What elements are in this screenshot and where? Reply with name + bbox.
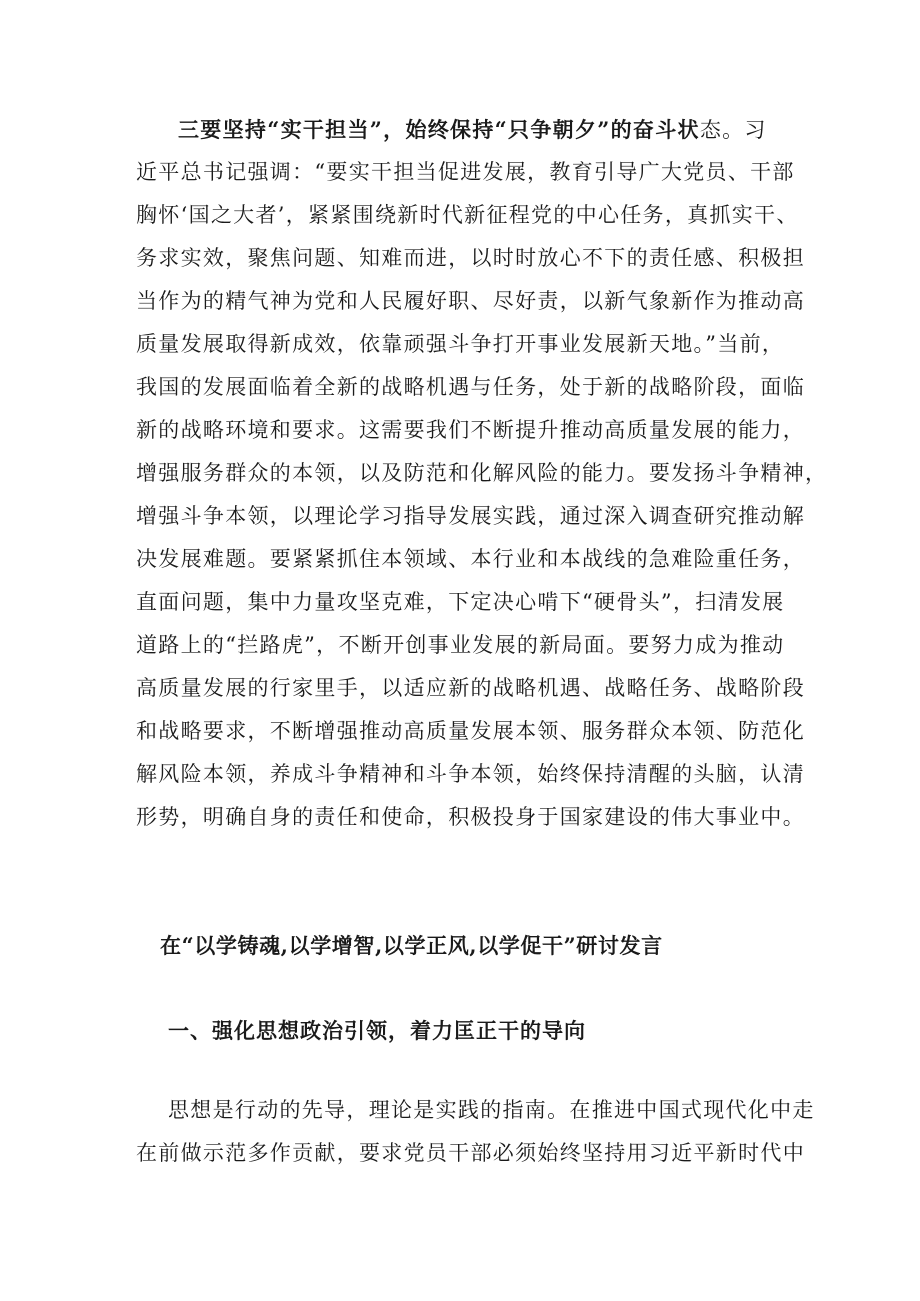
paragraph1-lead-rest: 态。习 <box>699 118 767 142</box>
paragraph1-line-12: 直面问题，集中力量攻坚克难，下定决心啃下“硬骨头”，扫清发展 <box>136 590 785 614</box>
paragraph1-line-7: 我国的发展面临着全新的战略机遇与任务，处于新的战略阶段，面临 <box>136 375 805 399</box>
paragraph1-line-8: 新的战略环境和要求。这需要我们不断提升推动高质量发展的能力， <box>136 418 805 442</box>
paragraph1-line-3: 胸怀‘国之大者’，紧紧围绕新时代新征程党的中心任务，真抓实干、 <box>136 203 799 227</box>
paragraph1-line-17: 形势，明确自身的责任和使命，积极投身于国家建设的伟大事业中。 <box>136 805 805 829</box>
paragraph1-line-1 <box>178 116 798 144</box>
paragraph1-line-9: 增强服务群众的本领，以及防范和化解风险的能力。要发扬斗争精神， <box>136 461 828 485</box>
paragraph1-line-6: 质量发展取得新成效，依靠顽强斗争打开事业发展新天地。”当前， <box>136 332 785 356</box>
paragraph1-lead-bold: 三要坚持“实干担当”，始终保持“只争朝夕”的奋斗状 <box>178 117 700 142</box>
paragraph1-line-11: 决发展难题。要紧紧抓住本领域、本行业和本战线的急难险重任务， <box>136 547 805 571</box>
paragraph1-line-4: 务求实效，聚焦问题、知难而进，以时时放心不下的责任感、积极担 <box>136 246 805 270</box>
paragraph2-line-2: 在前做示范多作贡献，要求党员干部必须始终坚持用习近平新时代中 <box>136 1141 805 1165</box>
paragraph1-line-14: 高质量发展的行家里手，以适应新的战略机遇、战略任务、战略阶段 <box>136 676 805 700</box>
paragraph1-line-5: 当作为的精气神为党和人民履好职、尽好责，以新气象新作为推动高 <box>136 289 805 313</box>
document-title: 在“以学铸魂,以学增智,以学正风,以学促干”研讨发言 <box>160 933 663 958</box>
paragraph1-line-16: 解风险本领，养成斗争精神和斗争本领，始终保持清醒的头脑，认清 <box>136 762 805 786</box>
paragraph1-line-10: 增强斗争本领，以理论学习指导发展实践，通过深入调查研究推动解 <box>136 504 805 528</box>
paragraph1-line-13: 道路上的“拦路虎”，不断开创事业发展的新局面。要努力成为推动 <box>136 633 785 657</box>
paragraph2-line-1: 思想是行动的先导，理论是实践的指南。在推进中国式现代化中走 <box>168 1098 815 1122</box>
section1-heading: 一、强化思想政治引领，着力匡正干的导向 <box>168 1018 586 1043</box>
paragraph1-line-2: 近平总书记强调：“要实干担当促进发展，教育引导广大党员、干部 <box>136 160 795 184</box>
paragraph1-line-15: 和战略要求，不断增强推动高质量发展本领、服务群众本领、防范化 <box>136 719 805 743</box>
